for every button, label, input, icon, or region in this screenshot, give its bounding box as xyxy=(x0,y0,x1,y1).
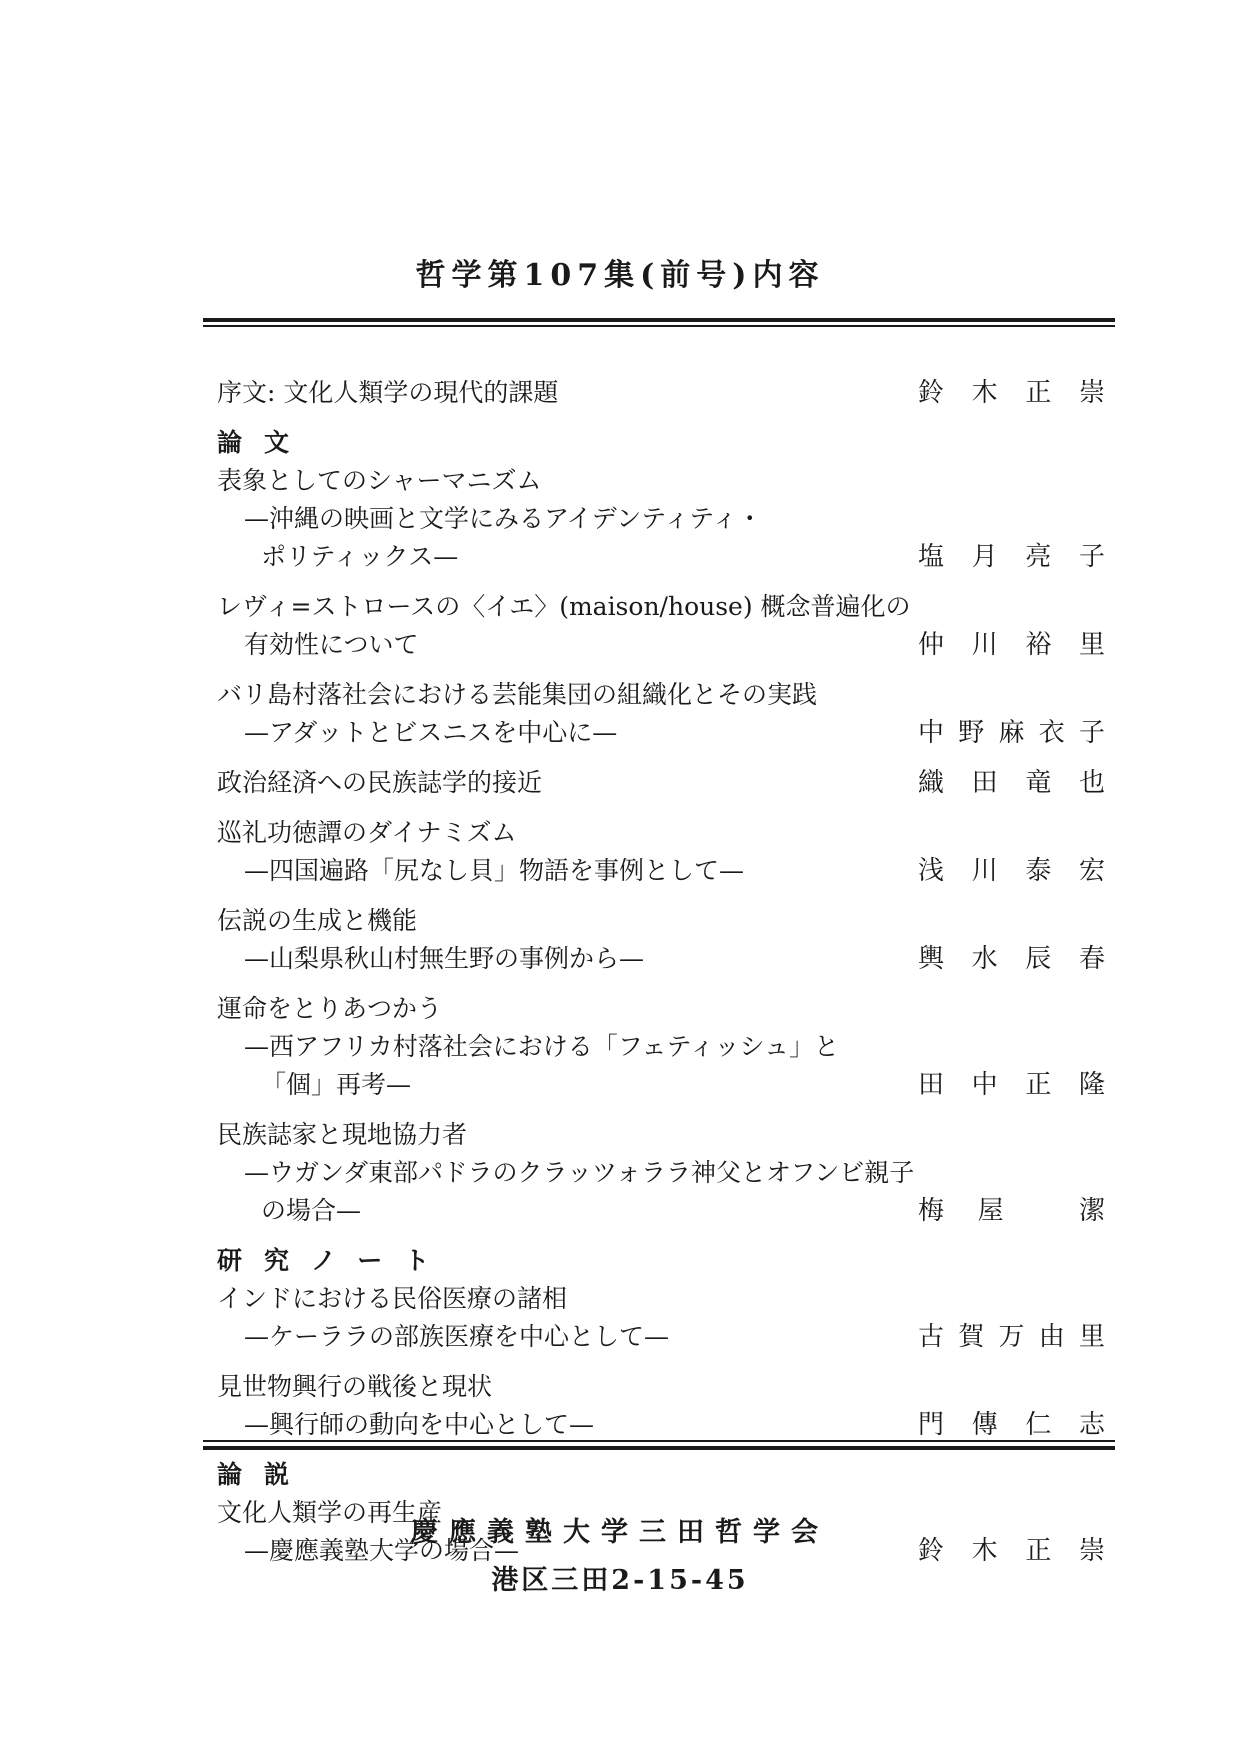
entry-subtitle-line xyxy=(217,852,1107,890)
author-char: 隆 xyxy=(1078,1070,1105,1100)
entry-subtitle-line xyxy=(217,1318,1107,1356)
entry-author xyxy=(918,1066,1105,1104)
author-char: 志 xyxy=(1078,1410,1105,1440)
toc-entry xyxy=(217,764,1107,802)
entry-subtitle-line xyxy=(217,626,1107,664)
entry-text: —四国遍路「尻なし貝」物語を事例として— xyxy=(244,856,745,885)
entry-title-line xyxy=(217,990,1107,1028)
entry-text: の場合— xyxy=(261,1196,362,1225)
entry-title-line xyxy=(217,1368,1107,1406)
author-char: 川 xyxy=(971,856,998,886)
entry-text: ポリティックス— xyxy=(261,542,459,571)
entry-text: 民族誌家と現地協力者 xyxy=(217,1120,468,1149)
toc-entry xyxy=(217,462,1107,576)
author-char: 由 xyxy=(1038,1322,1065,1352)
author-char: 辰 xyxy=(1025,944,1052,974)
author-char: 門 xyxy=(918,1410,945,1440)
entry-title-line xyxy=(217,764,1107,802)
toc-entry xyxy=(217,1280,1107,1356)
entry-text: 序文: 文化人類学の現代的課題 xyxy=(217,378,559,407)
entry-text: 伝説の生成と機能 xyxy=(217,906,418,935)
entry-gap xyxy=(217,890,1107,902)
entry-text: 運命をとりあつかう xyxy=(217,994,443,1023)
toc-entry xyxy=(217,374,1107,412)
top-rule-thin xyxy=(203,325,1115,327)
entry-subtitle-line xyxy=(217,1066,1107,1104)
entry-title-line xyxy=(217,588,1107,626)
entry-text: —ウガンダ東部パドラのクラッツォララ神父とオフンビ親子 xyxy=(244,1158,915,1187)
author-char: 織 xyxy=(918,768,945,798)
author-char: 宏 xyxy=(1078,856,1105,886)
author-char: 野 xyxy=(958,718,985,748)
author-char: 亮 xyxy=(1025,542,1052,572)
entry-title-line xyxy=(217,814,1107,852)
entry-text: 文化人類学の再生産 xyxy=(217,1498,443,1527)
author-char: 田 xyxy=(971,768,998,798)
author-char: 賀 xyxy=(958,1322,985,1352)
entry-title-line xyxy=(217,1116,1107,1154)
toc-entry xyxy=(217,1368,1107,1444)
author-char: 鈴 xyxy=(918,378,945,408)
entry-author xyxy=(918,940,1105,978)
author-char: 輿 xyxy=(918,944,945,974)
author-char: 傳 xyxy=(971,1410,998,1440)
entry-author xyxy=(918,1318,1105,1356)
entry-gap xyxy=(217,664,1107,676)
entry-text: 巡礼功徳譚のダイナミズム xyxy=(217,818,517,847)
entry-text: バリ島村落社会における芸能集団の組織化とその実践 xyxy=(217,680,818,709)
section-heading-label: 論説 xyxy=(217,1460,312,1489)
section-heading xyxy=(217,424,1107,462)
entry-text: インドにおける民俗医療の諸相 xyxy=(217,1284,568,1313)
entry-subtitle-line xyxy=(217,714,1107,752)
author-char xyxy=(1037,1192,1045,1230)
entry-author xyxy=(918,764,1105,802)
top-rule-thick xyxy=(203,318,1115,322)
entry-title-line xyxy=(217,374,1107,412)
entry-author xyxy=(918,1406,1105,1444)
entry-title-line xyxy=(217,462,1107,500)
author-char: 潔 xyxy=(1078,1196,1105,1226)
entry-text: 政治経済への民族誌学的接近 xyxy=(217,768,543,797)
toc-entry xyxy=(217,1116,1107,1230)
entry-gap xyxy=(217,576,1107,588)
entry-gap xyxy=(217,412,1107,424)
entry-text: —西アフリカ村落社会における「フェティッシュ」と xyxy=(244,1032,840,1061)
entry-subtitle-line xyxy=(217,940,1107,978)
author-char: 屋 xyxy=(977,1196,1004,1226)
entry-text: —アダットとビスニスを中心に— xyxy=(244,718,618,747)
entry-text: —山梨県秋山村無生野の事例から— xyxy=(244,944,645,973)
entry-author xyxy=(918,714,1105,752)
entry-gap xyxy=(217,1230,1107,1242)
entry-author xyxy=(918,374,1105,412)
entry-text: —慶應義塾大学の場合— xyxy=(244,1536,520,1565)
entry-title-line xyxy=(217,1280,1107,1318)
author-char: 竜 xyxy=(1025,768,1052,798)
author-char: 崇 xyxy=(1078,1536,1105,1566)
section-heading-label: 論文 xyxy=(217,428,312,457)
author-char: 正 xyxy=(1025,1070,1052,1100)
bottom-rule-thick xyxy=(203,1446,1115,1450)
entry-text: 表象としてのシャーマニズム xyxy=(217,466,542,495)
entry-subtitle-line xyxy=(217,1406,1107,1444)
entry-gap xyxy=(217,752,1107,764)
publisher-address: 港区三田2-15-45 xyxy=(491,1565,749,1596)
toc-entry xyxy=(217,676,1107,752)
entry-text: レヴィ=ストロースの〈イエ〉(maison/house) 概念普遍化の xyxy=(217,592,911,621)
toc-entry xyxy=(217,902,1107,978)
author-char: 仁 xyxy=(1025,1410,1052,1440)
author-char: 鈴 xyxy=(918,1536,945,1566)
author-char: 水 xyxy=(971,944,998,974)
author-char: 木 xyxy=(971,1536,998,1566)
author-char: 春 xyxy=(1078,944,1105,974)
author-char: 梅 xyxy=(918,1196,945,1226)
author-char: 中 xyxy=(918,718,945,748)
author-char: 麻 xyxy=(998,718,1025,748)
entry-subtitle-line xyxy=(217,1192,1107,1230)
section-heading xyxy=(217,1456,1107,1494)
entry-author xyxy=(918,538,1105,576)
author-char: 也 xyxy=(1078,768,1105,798)
author-char: 浅 xyxy=(918,856,945,886)
entry-gap xyxy=(217,1356,1107,1368)
entry-subtitle-line xyxy=(217,1028,1107,1066)
author-char: 正 xyxy=(1025,1536,1052,1566)
author-char: 木 xyxy=(971,378,998,408)
entry-subtitle-line xyxy=(217,1154,1107,1192)
author-char: 月 xyxy=(971,542,998,572)
author-char: 子 xyxy=(1078,718,1105,748)
section-heading-label: 研究ノート xyxy=(217,1246,452,1275)
author-char: 衣 xyxy=(1038,718,1065,748)
toc-entry xyxy=(217,814,1107,890)
entry-author xyxy=(918,1192,1105,1230)
author-char: 田 xyxy=(918,1070,945,1100)
entry-author xyxy=(918,852,1105,890)
entry-gap xyxy=(217,1104,1107,1116)
author-char: 里 xyxy=(1078,630,1105,660)
author-char: 正 xyxy=(1025,378,1052,408)
author-char: 川 xyxy=(971,630,998,660)
toc-entry xyxy=(217,588,1107,664)
entry-text: 見世物興行の戦後と現状 xyxy=(217,1372,493,1401)
entry-subtitle-line xyxy=(217,538,1107,576)
entry-subtitle-line xyxy=(217,500,1107,538)
section-heading xyxy=(217,1242,1107,1280)
entry-author xyxy=(918,626,1105,664)
entry-text: —興行師の動向を中心として— xyxy=(244,1410,595,1439)
entry-title-line xyxy=(217,902,1107,940)
author-char: 万 xyxy=(998,1322,1025,1352)
bottom-rule-thin xyxy=(203,1440,1115,1442)
table-of-contents xyxy=(217,374,1107,1582)
author-char: 子 xyxy=(1078,542,1105,572)
entry-text: 有効性について xyxy=(244,630,419,659)
author-char: 崇 xyxy=(1078,378,1105,408)
author-char: 泰 xyxy=(1025,856,1052,886)
page-title: 哲学第107集(前号)内容 xyxy=(415,258,825,293)
publisher-name: 慶應義塾大学三田哲学会 xyxy=(411,1517,829,1548)
author-char: 仲 xyxy=(918,630,945,660)
author-char: 里 xyxy=(1078,1322,1105,1352)
entry-text: 「個」再考— xyxy=(261,1070,412,1099)
author-char: 塩 xyxy=(918,542,945,572)
author-char: 中 xyxy=(971,1070,998,1100)
author-char: 裕 xyxy=(1025,630,1052,660)
entry-text: —ケーララの部族医療を中心として— xyxy=(244,1322,670,1351)
entry-text: —沖縄の映画と文学にみるアイデンティティ・ xyxy=(244,504,763,533)
entry-gap xyxy=(217,978,1107,990)
entry-title-line xyxy=(217,676,1107,714)
toc-entry xyxy=(217,990,1107,1104)
author-char: 古 xyxy=(918,1322,945,1352)
entry-gap xyxy=(217,802,1107,814)
